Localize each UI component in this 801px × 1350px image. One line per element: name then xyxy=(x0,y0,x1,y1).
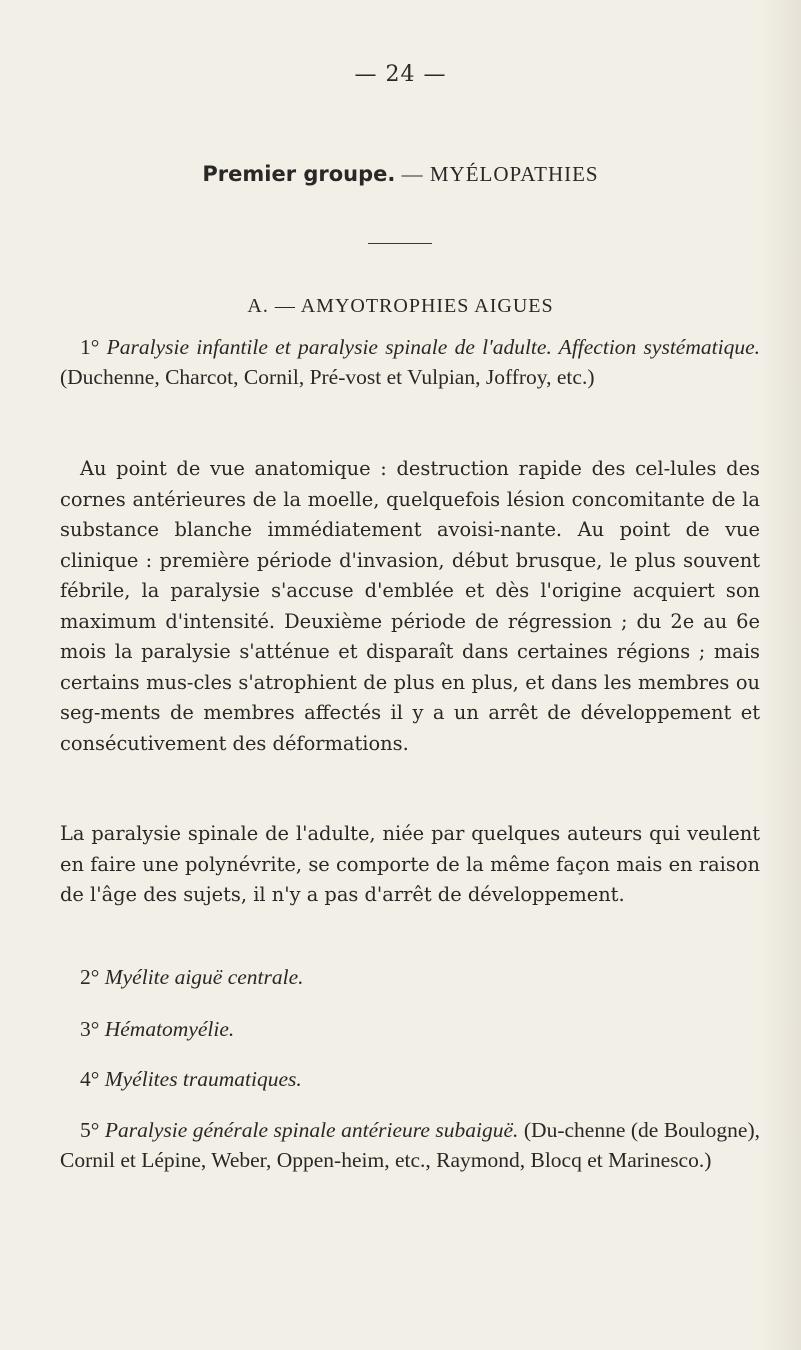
item-title: Paralysie générale spinale antérieure subaiguë. xyxy=(104,1118,519,1142)
item-title: Myélite aiguë centrale. xyxy=(104,965,304,989)
item-number: 1° xyxy=(80,335,107,359)
item-number: 2° xyxy=(80,965,105,989)
list-item-1 xyxy=(60,332,760,392)
item-authors: (Duchenne, Charcot, Cornil, Pré-vost et Vulpian, Joffroy, etc.) xyxy=(60,365,595,389)
list-item-5 xyxy=(60,1115,760,1175)
item-number: 5° xyxy=(80,1118,105,1142)
divider-rule xyxy=(368,243,432,244)
page-number: — 24 — xyxy=(354,62,447,87)
section-heading: A. — AMYOTROPHIES AIGUES xyxy=(247,295,554,317)
item-title: Hématomyélie. xyxy=(104,1017,235,1041)
item-number: 3° xyxy=(80,1017,105,1041)
item-authors: (Du-chenne (de Boulogne), Cornil et Lépine, Weber, Oppen-heim, etc., Raymond, Blocq et Marinesco.) xyxy=(60,1118,760,1172)
item-title: Paralysie infantile et paralysie spinale de l'adulte. Affection systématique. xyxy=(106,335,760,359)
group-heading-caps: — MYÉLOPATHIES xyxy=(395,162,599,186)
group-heading xyxy=(0,162,801,187)
group-heading-bold: Premier groupe. xyxy=(202,162,396,186)
list-item-3 xyxy=(60,1014,760,1044)
paragraph-anatomy-clinic: Au point de vue anatomique : destruction rapide des cel-lules des cornes antérieures de la moelle, quelquefois lésion concomitante de la substance blanche immédiatement avoisi-nante. Au point de vue clinique : première période d'invasion, début brusque, le plus souvent fébrile, la paralysie s'accuse d'emblée et dès l'origine acquiert son maximum d'intensité. Deuxième période de régression ; du 2e au 6e mois la paralysie s'atténue et disparaît dans certaines régions ; mais certains mus-cles s'atrophient de plus en plus, et dans les membres ou seg-ments de membres affectés il y a un arrêt de développement et consécutivement des déformations. xyxy=(60,457,760,755)
page-edge-shadow xyxy=(761,0,801,1350)
item-title: Myélites traumatiques. xyxy=(104,1067,302,1091)
paragraph-adult-paralysis: La paralysie spinale de l'adulte, niée par quelques auteurs qui veulent en faire une polynévrite, se comporte de la même façon mais en raison de l'âge des sujets, il n'y a pas d'arrêt de développement. xyxy=(60,822,760,906)
item-number: 4° xyxy=(80,1067,105,1091)
list-item-4 xyxy=(60,1064,760,1094)
list-item-2 xyxy=(60,962,760,992)
